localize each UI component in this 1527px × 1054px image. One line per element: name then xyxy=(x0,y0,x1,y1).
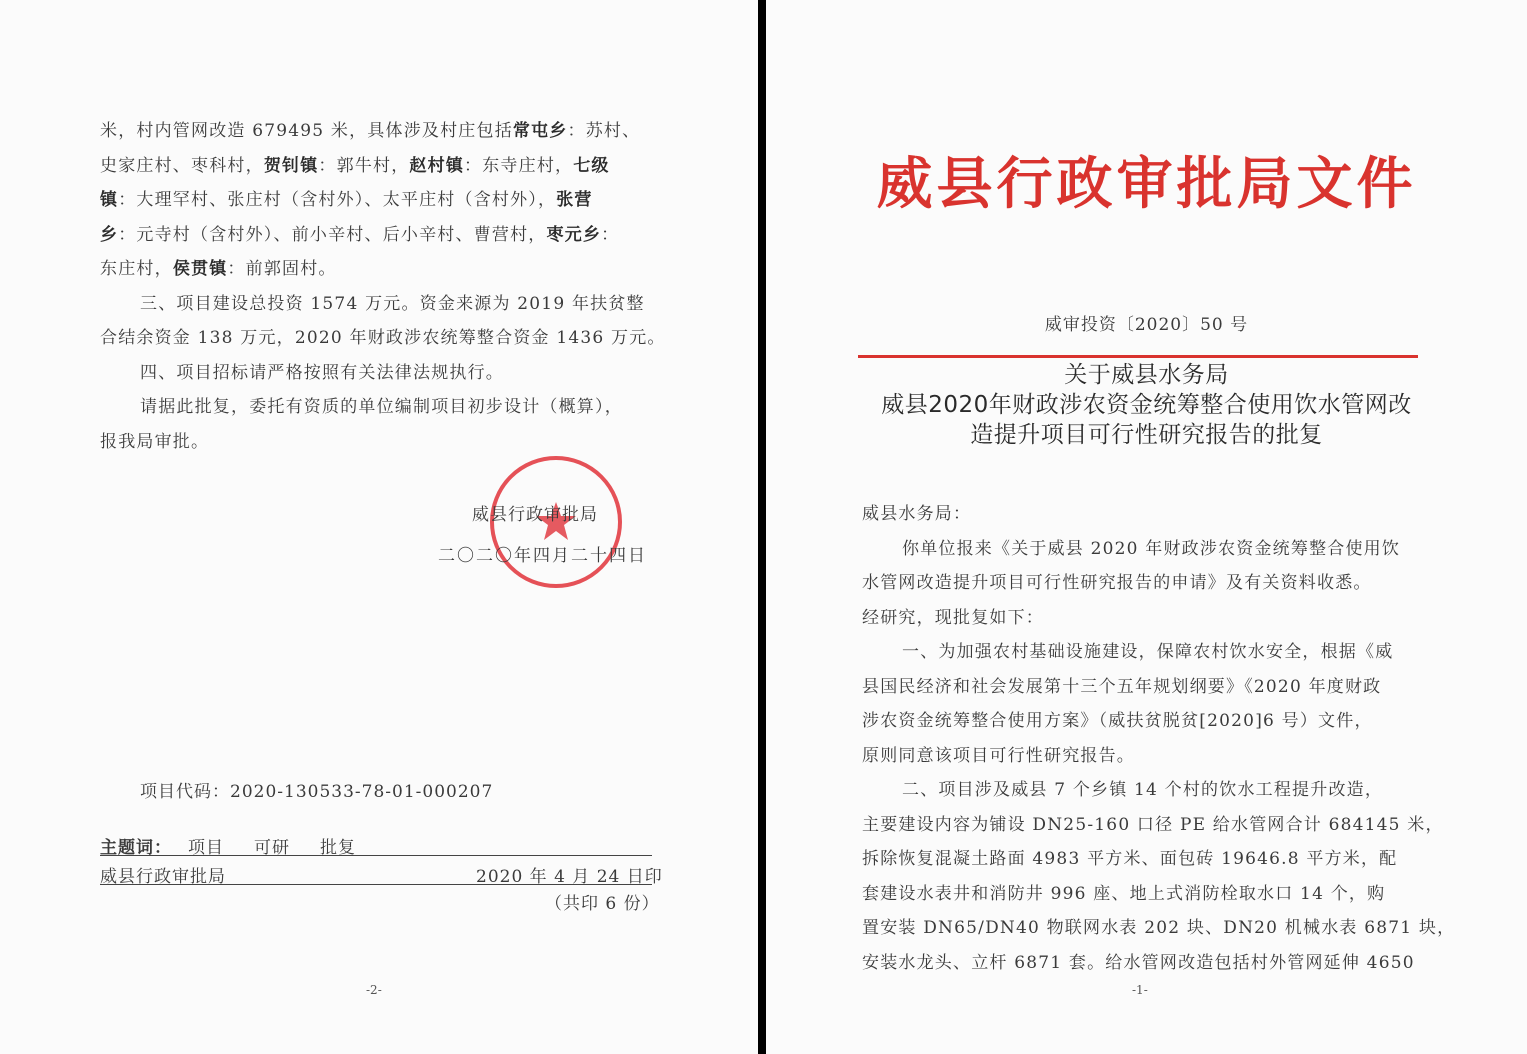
text-run: 二、项目涉及威县 7 个乡镇 14 个村的饮水工程提升改造， xyxy=(902,780,1384,800)
document-header: 威县行政审批局文件 xyxy=(876,151,1417,217)
document-title xyxy=(766,360,1527,450)
town-name: 枣元乡 xyxy=(546,224,602,245)
text-run: ：东寺庄村， xyxy=(464,155,574,176)
title-line: 关于威县水务局 xyxy=(1064,362,1229,388)
body-line xyxy=(862,877,1455,912)
body-line xyxy=(100,149,666,184)
document-page-1 xyxy=(766,0,1527,1054)
text-run: 威县水务局： xyxy=(862,504,972,524)
page-number: -2- xyxy=(366,983,382,997)
text-run: ：郭牛村， xyxy=(318,155,410,176)
text-run: 米，村内管网改造 679495 米，具体涉及村庄包括 xyxy=(100,121,513,141)
document-number: 威审投资〔2020〕50 号 xyxy=(1044,315,1249,335)
town-name: 镇 xyxy=(100,190,119,210)
text-run: ： xyxy=(601,224,620,245)
page-number: -1- xyxy=(1132,983,1148,997)
project-code: 项目代码：2020-130533-78-01-000207 xyxy=(140,782,494,802)
document-page-2 xyxy=(0,0,758,1054)
text-run: 请据此批复，委托有资质的单位编制项目初步设计（概算）， xyxy=(140,397,623,417)
text-run: 你单位报来《关于威县 2020 年财政涉农资金统筹整合使用饮 xyxy=(902,538,1401,559)
text-run: 拆除恢复混凝土路面 4983 平方米、面包砖 19646.8 平方米，配 xyxy=(862,849,1398,869)
body-line xyxy=(862,566,1455,601)
text-run: ：元寺村（含村外）、前小辛村、后小辛村、曹营村， xyxy=(118,224,547,245)
body-line xyxy=(862,739,1455,774)
header-red-rule xyxy=(858,355,1418,358)
body-line xyxy=(862,497,1455,532)
keyword: 可研 xyxy=(254,838,290,858)
signature-date: 二〇二〇年四月二十四日 xyxy=(438,546,647,566)
body-line xyxy=(100,252,666,287)
body-line xyxy=(862,808,1455,843)
text-run: 三、项目建设总投资 1574 万元。资金来源为 2019 年扶贫整 xyxy=(140,293,645,314)
text-run: 置安装 DN65/DN40 物联网水表 202 块、DN20 机械水表 6871 块， xyxy=(862,918,1456,938)
signature-org: 威县行政审批局 xyxy=(472,505,598,525)
text-run: 一、为加强农村基础设施建设，保障农村饮水安全，根据《威 xyxy=(902,642,1394,662)
title-line: 威县2020年财政涉农资金统筹整合使用饮水管网改 xyxy=(881,392,1412,418)
text-run: 套建设水表井和消防井 996 座、地上式消防栓取水口 14 个，购 xyxy=(862,883,1386,904)
keyword: 项目 xyxy=(188,838,224,858)
body-line xyxy=(862,601,1455,636)
text-run: 四、项目招标请严格按照有关法律法规执行。 xyxy=(140,362,504,383)
town-name: 赵村镇 xyxy=(409,155,465,176)
town-name: 常屯乡 xyxy=(512,121,568,141)
title-line: 造提升项目可行性研究报告的批复 xyxy=(970,422,1323,448)
text-run: 涉农资金统筹整合使用方案》（威扶贫脱贫[2020]6 号）文件， xyxy=(862,711,1373,731)
footer-org: 威县行政审批局 xyxy=(100,867,226,887)
text-run: ：苏村、 xyxy=(567,121,641,141)
text-run: 东庄村， xyxy=(100,259,173,279)
town-name: 七级 xyxy=(573,155,610,176)
town-name: 乡 xyxy=(100,224,119,245)
body-line xyxy=(862,911,1455,946)
text-run: 主要建设内容为铺设 DN25-160 口径 PE 给水管网合计 684145 米， xyxy=(862,814,1444,835)
keywords-label: 主题词： xyxy=(100,838,172,858)
town-name: 张营 xyxy=(556,190,593,210)
body-line xyxy=(100,183,666,218)
body-line xyxy=(862,635,1455,670)
keyword: 批复 xyxy=(320,838,356,858)
left-body-text xyxy=(100,114,666,459)
text-run: 原则同意该项目可行性研究报告。 xyxy=(862,745,1135,766)
text-run: 合结余资金 138 万元，2020 年财政涉农统筹整合资金 1436 万元。 xyxy=(100,328,666,348)
body-line xyxy=(100,218,666,253)
body-line xyxy=(862,670,1455,705)
text-run: 县国民经济和社会发展第十三个五年规划纲要》《2020 年度财政 xyxy=(862,676,1382,697)
right-body-text xyxy=(862,497,1455,980)
body-line xyxy=(100,356,666,391)
body-line xyxy=(862,773,1455,808)
footer-print-date: 2020 年 4 月 24 日印 xyxy=(476,867,663,887)
text-run: 史家庄村、枣科村， xyxy=(100,155,264,176)
text-run: 经研究，现批复如下： xyxy=(862,607,1044,628)
text-run: 安装水龙头、立杆 6871 套。给水管网改造包括村外管网延伸 4650 xyxy=(862,952,1415,973)
body-line xyxy=(862,704,1455,739)
body-line xyxy=(100,114,666,149)
footer-divider xyxy=(100,855,652,856)
body-line xyxy=(100,321,666,356)
body-line xyxy=(862,842,1455,877)
body-line xyxy=(862,532,1455,567)
text-run: ：前郭固村。 xyxy=(227,259,337,279)
text-run: ：大理罕村、张庄村（含村外）、太平庄村（含村外）， xyxy=(118,190,557,210)
town-name: 侯贯镇 xyxy=(172,259,228,279)
footer-divider xyxy=(100,884,652,885)
body-line xyxy=(100,287,666,322)
body-line xyxy=(100,390,666,425)
text-run: 水管网改造提升项目可行性研究报告的申请》及有关资料收悉。 xyxy=(862,573,1372,593)
copies-count: （共印 6 份） xyxy=(545,894,660,914)
text-run: 报我局审批。 xyxy=(100,431,210,452)
town-name: 贺钊镇 xyxy=(263,155,319,176)
body-line xyxy=(862,946,1455,981)
